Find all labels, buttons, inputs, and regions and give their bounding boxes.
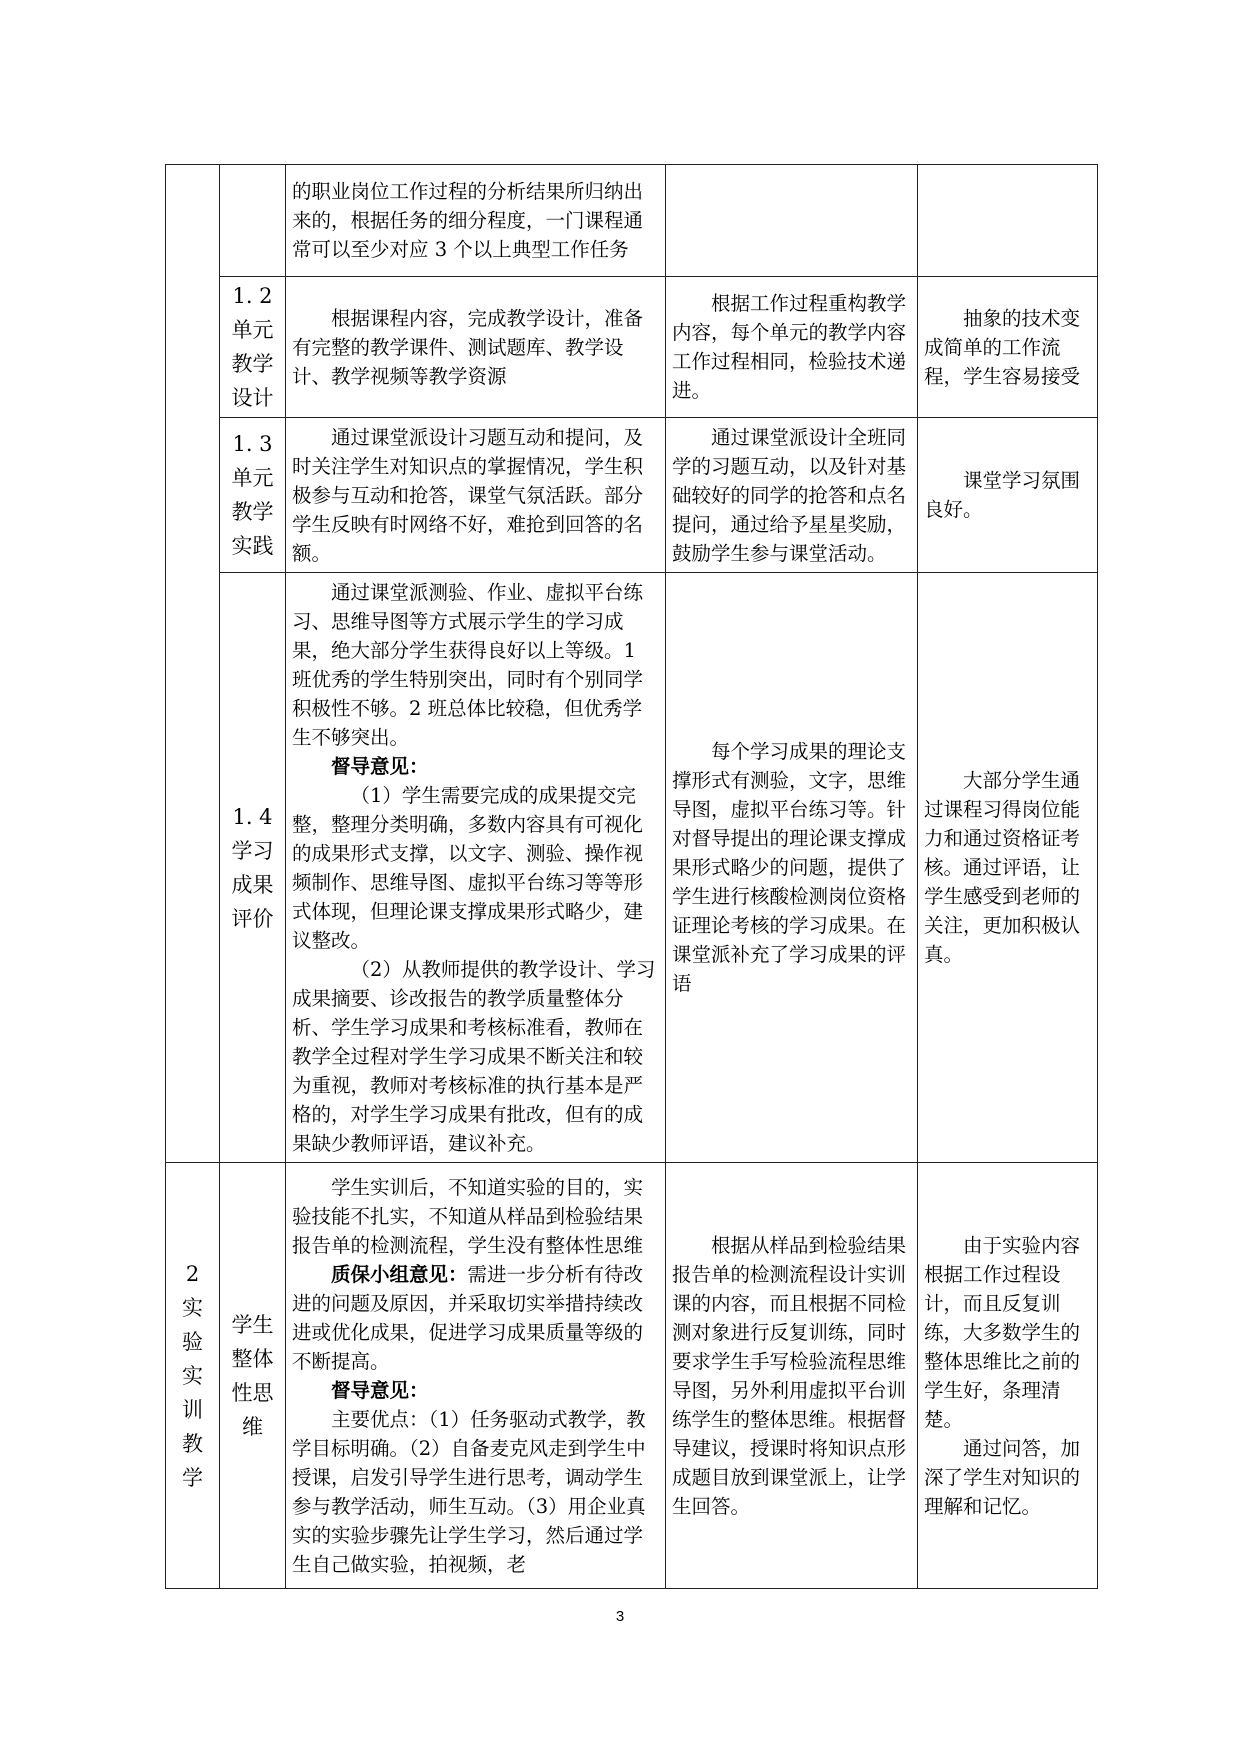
table-row xyxy=(166,277,1098,418)
label-cell xyxy=(220,418,286,573)
content-paragraph: （2）从教师提供的教学设计、学习成果摘要、诊改报告的教学质量整体分析、学生学习成果和考核标准看，教师在教学全过程对学生学习成果不断关注和较为重视，教师对考核标准的执行基本是严格的，对学生学习成果有批改，但有的成果缺少教师评语，建议补充。 xyxy=(292,957,656,1155)
measure-cell xyxy=(666,277,918,418)
label-line: 学生 xyxy=(231,1312,274,1337)
section-line: 实 xyxy=(182,1363,203,1388)
effect-text: 抽象的技术变成简单的工作流程，学生容易接受 xyxy=(924,306,1081,388)
section-line: 学 xyxy=(182,1465,203,1490)
measure-cell xyxy=(666,165,918,277)
content-text: 通过课堂派设计习题互动和提问，及时关注学生对知识点的掌握情况，学生积极参与互动和抢答，课堂气氛活跃。部分学生反映有时网络不好，难抢到回答的名额。 xyxy=(292,425,644,565)
table-row xyxy=(166,1163,1098,1589)
measure-text: 每个学习成果的理论支撑形式有测验，文字，思维导图，虚拟平台练习等。针对督导提出的理论课支撑成果形式略少的问题，提供了学生进行核酸检测岗位资格证理论考核的学习成果。在课堂派补充了学习成果的评语 xyxy=(672,740,907,995)
table-row xyxy=(166,573,1098,1163)
table-row xyxy=(166,418,1098,573)
content-paragraph: 主要优点：（1）任务驱动式教学，教学目标明确。（2）自备麦克风走到学生中授课，启发引导学生进行思考，调动学生参与教学活动，师生互动。（3）用企业真实的实验步骤先让学生学习，然后通过学生自己做实验，拍视频，老 xyxy=(292,1407,646,1576)
label-line: 性思 xyxy=(231,1380,274,1405)
measure-cell xyxy=(666,418,918,573)
section-cell-1 xyxy=(166,165,220,1163)
effect-cell xyxy=(918,277,1098,418)
label-line: 教学 xyxy=(231,500,274,524)
supervisor-heading: 督导意见： xyxy=(331,1378,429,1402)
label-line: 实践 xyxy=(231,534,274,558)
measure-text: 根据工作过程重构教学内容，每个单元的教学内容工作过程相同，检验技术递进。 xyxy=(672,292,907,402)
content-paragraph: （1）学生需要完成的成果提交完整，整理分类明确，多数内容具有可视化的成果形式支撑，以文字、测验、操作视频制作、思维导图、虚拟平台练习等等形式体现，但理论课支撑成果形式略少，建议整改。 xyxy=(292,783,644,952)
section-cell-2 xyxy=(166,1163,220,1589)
label-line: 单元 xyxy=(231,318,274,342)
quality-group-text: 需进一步分析有待改进的问题及原因，并采取切实举措持续改进或优化成果，促进学习成果质量等级的不断提高。 xyxy=(292,1262,644,1373)
label-cell xyxy=(220,165,286,277)
label-line: 1. 4 xyxy=(232,804,273,829)
content-cell xyxy=(286,165,666,277)
measure-cell xyxy=(666,1163,918,1589)
label-line: 整体 xyxy=(231,1346,274,1371)
content-cell xyxy=(286,1163,666,1589)
label-cell xyxy=(220,573,286,1163)
label-cell xyxy=(220,1163,286,1589)
content-text: 根据课程内容，完成教学设计，准备有完整的教学课件、测试题库、教学设计、教学视频等教学资源 xyxy=(292,306,644,388)
content-cell xyxy=(286,277,666,418)
section-line: 验 xyxy=(182,1329,203,1354)
content-cell xyxy=(286,418,666,573)
supervisor-heading: 督导意见： xyxy=(331,754,429,778)
effect-cell xyxy=(918,573,1098,1163)
evaluation-table xyxy=(165,164,1098,1589)
effect-cell xyxy=(918,418,1098,573)
effect-cell xyxy=(918,1163,1098,1589)
quality-group-heading: 质保小组意见： xyxy=(331,1262,468,1286)
label-line: 设计 xyxy=(231,386,274,410)
content-paragraph: 通过课堂派测验、作业、虚拟平台练习、思维导图等方式展示学生的学习成果，绝大部分学生获得良好以上等级。1 班优秀的学生特别突出，同时有个别同学积极性不够。2 班总体比较稳，但优秀学生不够突出。 xyxy=(292,580,644,749)
table-row xyxy=(166,165,1098,277)
content-paragraph: 学生实训后，不知道实验的目的，实验技能不扎实，不知道从样品到检验结果报告单的检测流程，学生没有整体性思维 xyxy=(292,1175,644,1257)
section-line: 实 xyxy=(182,1295,203,1320)
label-line: 教学 xyxy=(231,352,274,376)
label-line: 单元 xyxy=(231,466,274,490)
effect-cell xyxy=(918,165,1098,277)
section-line: 教 xyxy=(182,1431,203,1456)
label-line: 维 xyxy=(242,1414,263,1439)
effect-text: 大部分学生通过课程习得岗位能力和通过资格证考核。通过评语，让学生感受到老师的关注，更加积极认真。 xyxy=(924,769,1081,966)
content-cell xyxy=(286,573,666,1163)
measure-text: 通过课堂派设计全班同学的习题互动，以及针对基础较好的同学的抢答和点名提问，通过给予星星奖励，鼓励学生参与课堂活动。 xyxy=(672,425,907,565)
label-line: 学习 xyxy=(231,838,274,863)
label-line: 1. 3 xyxy=(232,432,273,456)
page-number: 3 xyxy=(615,1608,625,1625)
content-text: 的职业岗位工作过程的分析结果所归纳出来的，根据任务的细分程度，一门课程通常可以至少对应 3 个以上典型工作任务 xyxy=(292,180,644,261)
section-line: 2 xyxy=(185,1261,200,1286)
label-line: 成果 xyxy=(231,872,274,897)
label-line: 1. 2 xyxy=(232,284,273,308)
label-cell xyxy=(220,277,286,418)
effect-text: 课堂学习氛围良好。 xyxy=(924,469,1081,521)
label-line: 评价 xyxy=(231,906,274,931)
section-line: 训 xyxy=(182,1397,203,1422)
measure-text: 根据从样品到检验结果报告单的检测流程设计实训课的内容，而且根据不同检测对象进行反复训练，同时要求学生手写检验流程思维导图，另外利用虚拟平台训练学生的整体思维。根据督导建议，授课时将知识点形成题目放到课堂派上，让学生回答。 xyxy=(672,1233,907,1518)
measure-cell xyxy=(666,573,918,1163)
effect-text: 通过问答，加深了学生对知识的理解和记忆。 xyxy=(924,1436,1081,1518)
effect-text: 由于实验内容根据工作过程设计，而且反复训练，大多数学生的整体思维比之前的学生好，条理清楚。 xyxy=(924,1233,1081,1431)
